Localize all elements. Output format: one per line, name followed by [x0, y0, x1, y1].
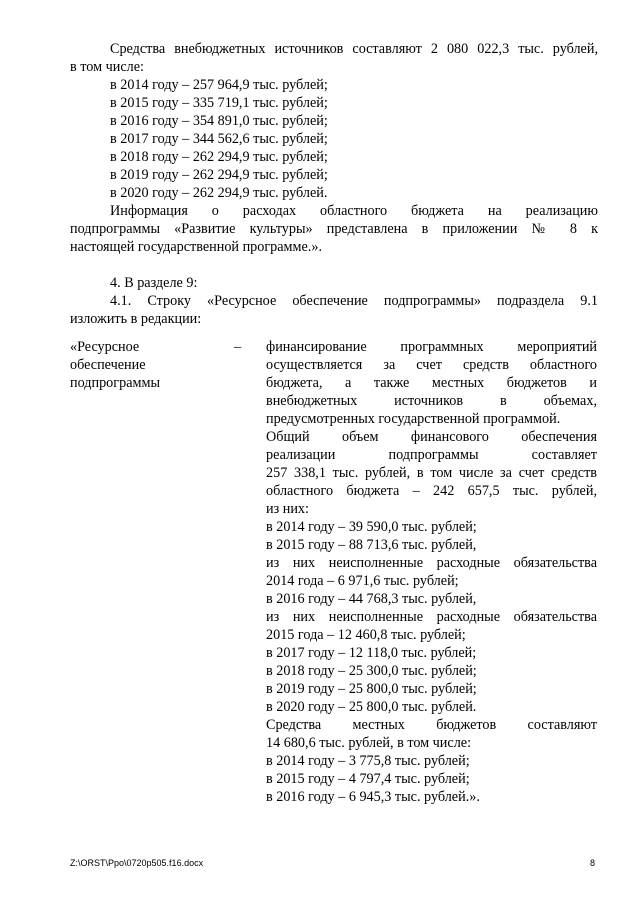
table-right-line: финансирование программных мероприятий: [266, 339, 597, 355]
year-item: в 2015 году – 335 719,1 тыс. рублей;: [110, 95, 328, 111]
table-right-line: из них:: [266, 501, 309, 517]
table-right-line: в 2014 году – 39 590,0 тыс. рублей;: [266, 519, 477, 535]
year-item: в 2019 году – 262 294,9 тыс. рублей;: [110, 167, 328, 183]
table-right-line: в 2019 году – 25 800,0 тыс. рублей;: [266, 681, 477, 697]
table-right-line: Средства местных бюджетов составляют: [266, 717, 597, 733]
section-heading: 4. В разделе 9:: [110, 275, 198, 291]
paragraph-line: изложить в редакции:: [70, 311, 202, 327]
table-right-line: внебюджетных источников в объемах,: [266, 393, 597, 409]
footer-page-number: 8: [590, 858, 596, 868]
paragraph-line: 4.1. Строку «Ресурсное обеспечение подпрограммы» подраздела 9.1: [110, 293, 598, 309]
footer-file-path: Z:\ORST\Ppo\0720p505.f16.docx: [70, 858, 204, 868]
table-right-line: реализации подпрограммы составляет: [266, 447, 597, 463]
paragraph-line: подпрограммы «Развитие культуры» представлена в приложении № 8 к: [70, 221, 598, 237]
table-right-line: 2014 года – 6 971,6 тыс. рублей;: [266, 573, 459, 589]
table-right-line: в 2016 году – 44 768,3 тыс. рублей,: [266, 591, 477, 607]
paragraph-line: в том числе:: [70, 59, 144, 75]
year-item: в 2018 году – 262 294,9 тыс. рублей;: [110, 149, 328, 165]
table-right-line: из них неисполненные расходные обязательства: [266, 609, 597, 625]
table-right-line: предусмотренных государственной программой.: [266, 411, 561, 427]
table-right-line: в 2015 году – 4 797,4 тыс. рублей;: [266, 771, 470, 787]
table-left-label: «Ресурсное: [70, 339, 140, 355]
table-right-line: осуществляется за счет средств областного: [266, 357, 597, 373]
table-right-line: в 2015 году – 88 713,6 тыс. рублей,: [266, 537, 477, 553]
table-right-line: Общий объем финансового обеспечения: [266, 429, 597, 445]
table-right-line: в 2014 году – 3 775,8 тыс. рублей;: [266, 753, 470, 769]
table-right-line: в 2020 году – 25 800,0 тыс. рублей.: [266, 699, 477, 715]
table-right-line: в 2018 году – 25 300,0 тыс. рублей;: [266, 663, 477, 679]
paragraph-line: Информация о расходах областного бюджета на реализацию: [110, 203, 598, 219]
table-right-line: областного бюджета – 242 657,5 тыс. рублей,: [266, 483, 597, 499]
table-right-line: из них неисполненные расходные обязательства: [266, 555, 597, 571]
table-left-label: обеспечение: [70, 357, 146, 373]
paragraph-line: Средства внебюджетных источников составляют 2 080 022,3 тыс. рублей,: [110, 41, 598, 57]
table-right-line: в 2017 году – 12 118,0 тыс. рублей;: [266, 645, 477, 661]
table-right-line: бюджета, а также местных бюджетов и: [266, 375, 597, 391]
year-item: в 2020 году – 262 294,9 тыс. рублей.: [110, 185, 328, 201]
year-item: в 2017 году – 344 562,6 тыс. рублей;: [110, 131, 328, 147]
table-right-line: в 2016 году – 6 945,3 тыс. рублей.».: [266, 789, 480, 805]
table-right-line: 14 680,6 тыс. рублей, в том числе:: [266, 735, 472, 751]
table-right-line: 257 338,1 тыс. рублей, в том числе за счет средств: [266, 465, 597, 481]
table-dash: –: [234, 339, 242, 355]
table-right-line: 2015 года – 12 460,8 тыс. рублей;: [266, 627, 466, 643]
table-left-label: подпрограммы: [70, 375, 160, 391]
year-item: в 2016 году – 354 891,0 тыс. рублей;: [110, 113, 328, 129]
year-item: в 2014 году – 257 964,9 тыс. рублей;: [110, 77, 328, 93]
paragraph-line: настоящей государственной программе.».: [70, 239, 322, 255]
